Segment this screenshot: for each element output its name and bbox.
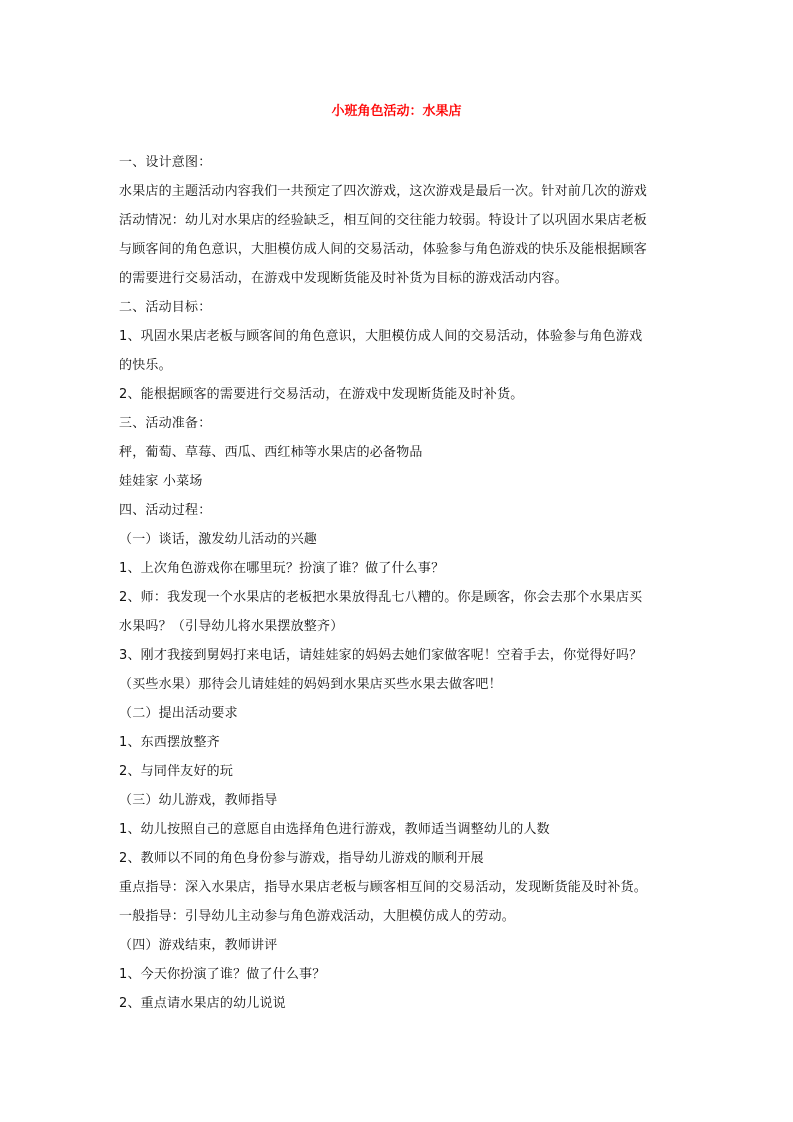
section-heading-goals: 二、活动目标：: [119, 300, 212, 315]
document-body: [119, 148, 679, 1018]
subsection-heading: （三）幼儿游戏，教师指导: [119, 793, 278, 808]
paragraph-line: 重点指导：深入水果店，指导水果店老板与顾客相互间的交易活动，发现断货能及时补货。: [119, 880, 648, 895]
paragraph-line: 1、巩固水果店老板与顾客间的角色意识，大胆模仿成人间的交易活动，体验参与角色游戏: [119, 329, 643, 344]
section-heading-design-intent: 一、设计意图：: [119, 155, 212, 170]
paragraph-line: （买些水果）那待会儿请娃娃的妈妈到水果店买些水果去做客吧！: [119, 677, 502, 692]
paragraph-line: 1、上次角色游戏你在哪里玩？扮演了谁？做了什么事？: [119, 561, 445, 576]
paragraph-line: 2、能根据顾客的需要进行交易活动，在游戏中发现断货能及时补货。: [119, 387, 524, 402]
paragraph-line: 1、幼儿按照自己的意愿自由选择角色进行游戏，教师适当调整幼儿的人数: [119, 822, 550, 837]
section-heading-process: 四、活动过程：: [119, 503, 212, 518]
paragraph-line: 2、师：我发现一个水果店的老板把水果放得乱七八糟的。你是顾客，你会去那个水果店买: [119, 590, 643, 605]
paragraph-line: 2、重点请水果店的幼儿说说: [119, 996, 286, 1011]
paragraph-line: 水果吗？（引导幼儿将水果摆放整齐）: [119, 619, 344, 634]
paragraph-line: 的快乐。: [119, 358, 172, 373]
paragraph-line: 一般指导：引导幼儿主动参与角色游戏活动，大胆模仿成人的劳动。: [119, 909, 516, 924]
paragraph-line: 活动情况：幼儿对水果店的经验缺乏，相互间的交往能力较弱。特设计了以巩固水果店老板: [119, 213, 648, 228]
document-title: 小班角色活动：水果店: [331, 104, 462, 119]
subsection-heading: （一）谈话，激发幼儿活动的兴趣: [119, 532, 318, 547]
paragraph-line: 秤，葡萄、草莓、西瓜、西红柿等水果店的必备物品: [119, 445, 423, 460]
paragraph-line: 的需要进行交易活动，在游戏中发现断货能及时补货为目标的游戏活动内容。: [119, 271, 568, 286]
section-heading-preparation: 三、活动准备：: [119, 416, 212, 431]
paragraph-line: 2、教师以不同的角色身份参与游戏，指导幼儿游戏的顺利开展: [119, 851, 484, 866]
subsection-heading: （二）提出活动要求: [119, 706, 238, 721]
paragraph-line: 水果店的主题活动内容我们一共预定了四次游戏，这次游戏是最后一次。针对前几次的游戏: [119, 184, 648, 199]
paragraph-line: 1、今天你扮演了谁？做了什么事？: [119, 967, 326, 982]
subsection-heading: （四）游戏结束，教师讲评: [119, 938, 278, 953]
paragraph-line: 2、与同伴友好的玩: [119, 764, 234, 779]
paragraph-line: 与顾客间的角色意识，大胆模仿成人间的交易活动，体验参与角色游戏的快乐及能根据顾客: [119, 242, 648, 257]
paragraph-line: 娃娃家 小菜场: [119, 474, 203, 489]
paragraph-line: 3、刚才我接到舅妈打来电话，请娃娃家的妈妈去她们家做客呢！空着手去，你觉得好吗？: [119, 648, 643, 663]
paragraph-line: 1、东西摆放整齐: [119, 735, 220, 750]
